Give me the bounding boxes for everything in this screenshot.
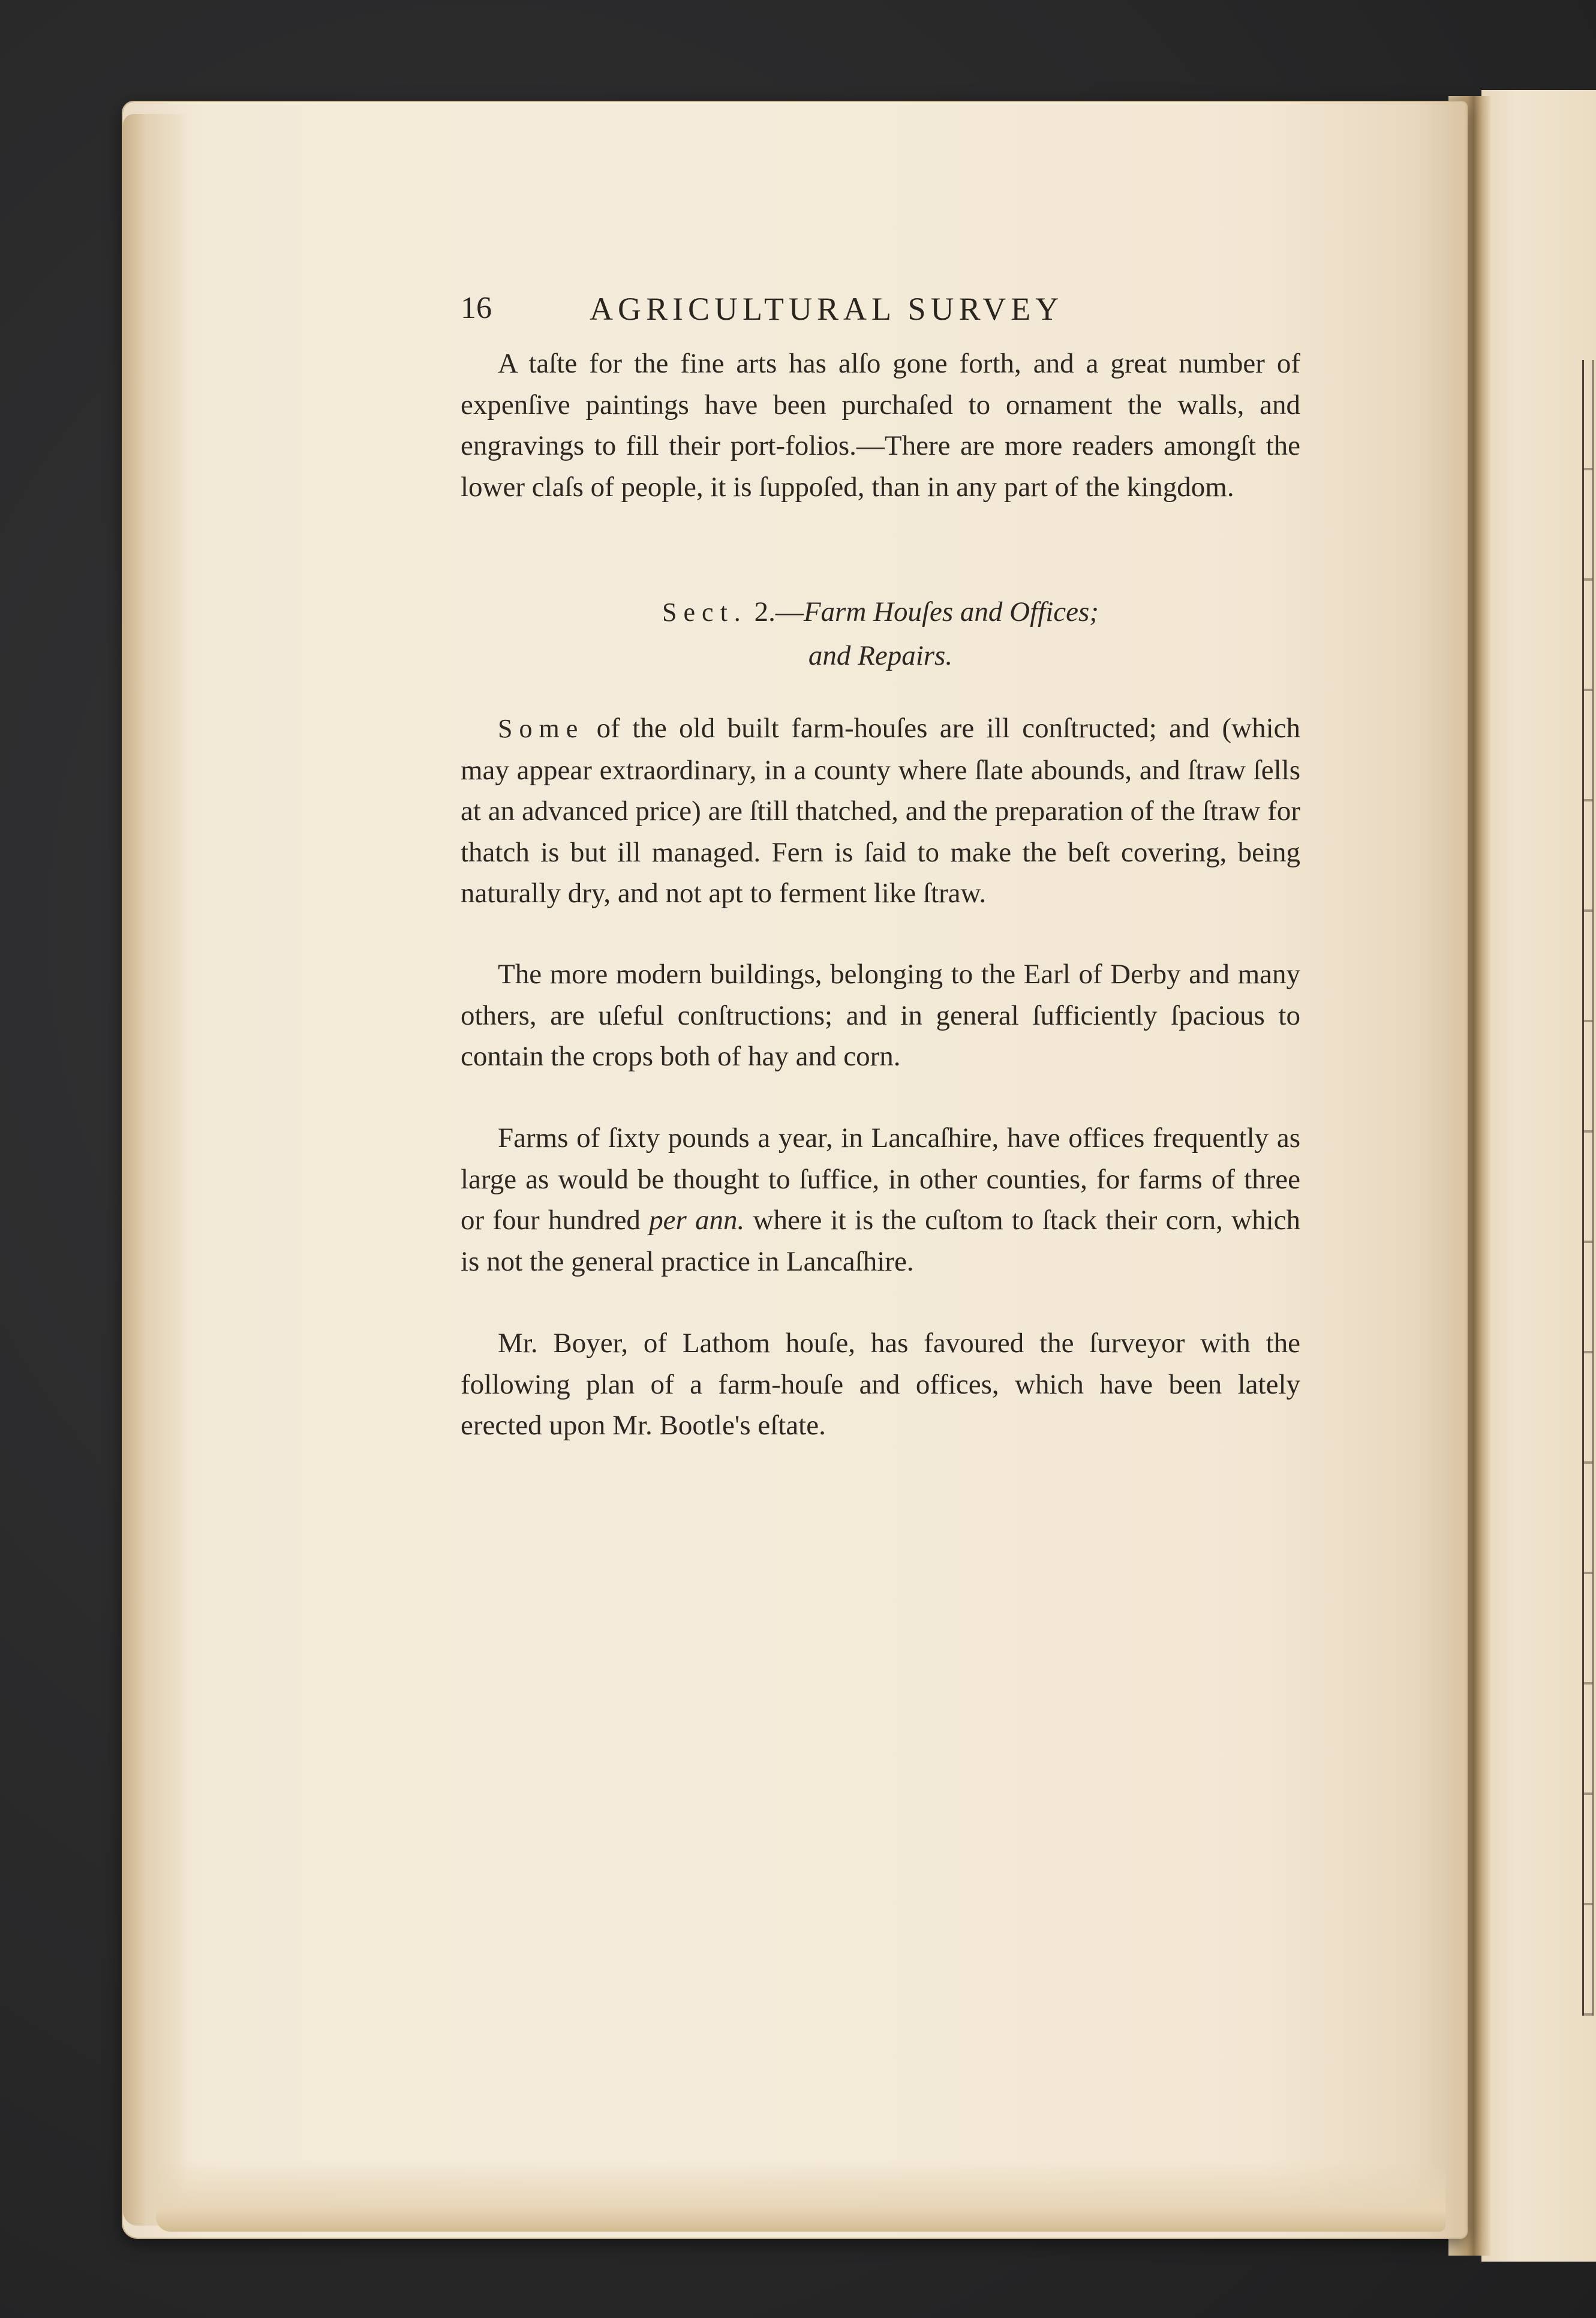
page-bottom-shading (156, 2160, 1445, 2232)
section-number: 2.— (754, 596, 804, 627)
section-label: Sect. (662, 597, 747, 627)
section-title-line1: Farm Houſes and Offices; (803, 596, 1099, 627)
paragraph-lead-word: Some (498, 714, 585, 743)
section-heading (461, 590, 1300, 677)
facing-page (1481, 90, 1596, 2262)
paragraph-text-after: where it is the cuſtom to ſtack their corn, which is not the general practice in Lancaſhire. (461, 1205, 1301, 1277)
section-title-line2: and Repairs. (808, 640, 953, 671)
page-number: 16 (461, 291, 492, 325)
facing-page-plate-border (1582, 360, 1594, 2016)
paragraph-italic-phrase: per ann. (649, 1205, 745, 1236)
paragraph-old-farmhouses (461, 708, 1300, 914)
paragraph-text: of the old built farm-houſes are ill conſtructed; and (which may appear extraordinary, in a county where ſlate abounds, and ſtraw ſells at an advanced price) are ſtill thatched, and the preparation of the ſtraw for thatch is but ill managed. Fern is ſaid to make the beſt covering, being naturally dry, and not apt to ferment like ſtraw. (461, 713, 1300, 909)
paragraph-farm-offices (461, 1118, 1300, 1282)
paragraph-modern-buildings: The more modern buildings, belonging to the Earl of Derby and many others, are uſeful conſtructions; and in general ſufficiently ſpacious to contain the crops both of hay and corn. (461, 959, 1300, 1072)
page-header (461, 290, 1300, 332)
paragraph-lathom-house: Mr. Boyer, of Lathom houſe, has favoured the ſurveyor with the following plan of a farm-houſe and offices, which have been lately erected upon Mr. Bootle's eſtate. (461, 1328, 1300, 1441)
page-edge-shading (123, 114, 189, 2226)
intro-paragraph: A taſte for the fine arts has alſo gone forth, and a great number of expenſive paintings have been purchaſed to ornament the walls, and engravings to fill their port-folios.—There are more readers amongſt the lower claſs of people, it is ſuppoſed, than in any part of the kingdom. (461, 348, 1300, 503)
paragraph-text-before: Farms of ſixty pounds a year, in Lancaſhire, have offices frequently as large as would be thought to ſuffice, in other counties, for farms of three or four hundred (461, 1122, 1300, 1236)
running-head: AGRICULTURAL SURVEY (590, 291, 1064, 327)
